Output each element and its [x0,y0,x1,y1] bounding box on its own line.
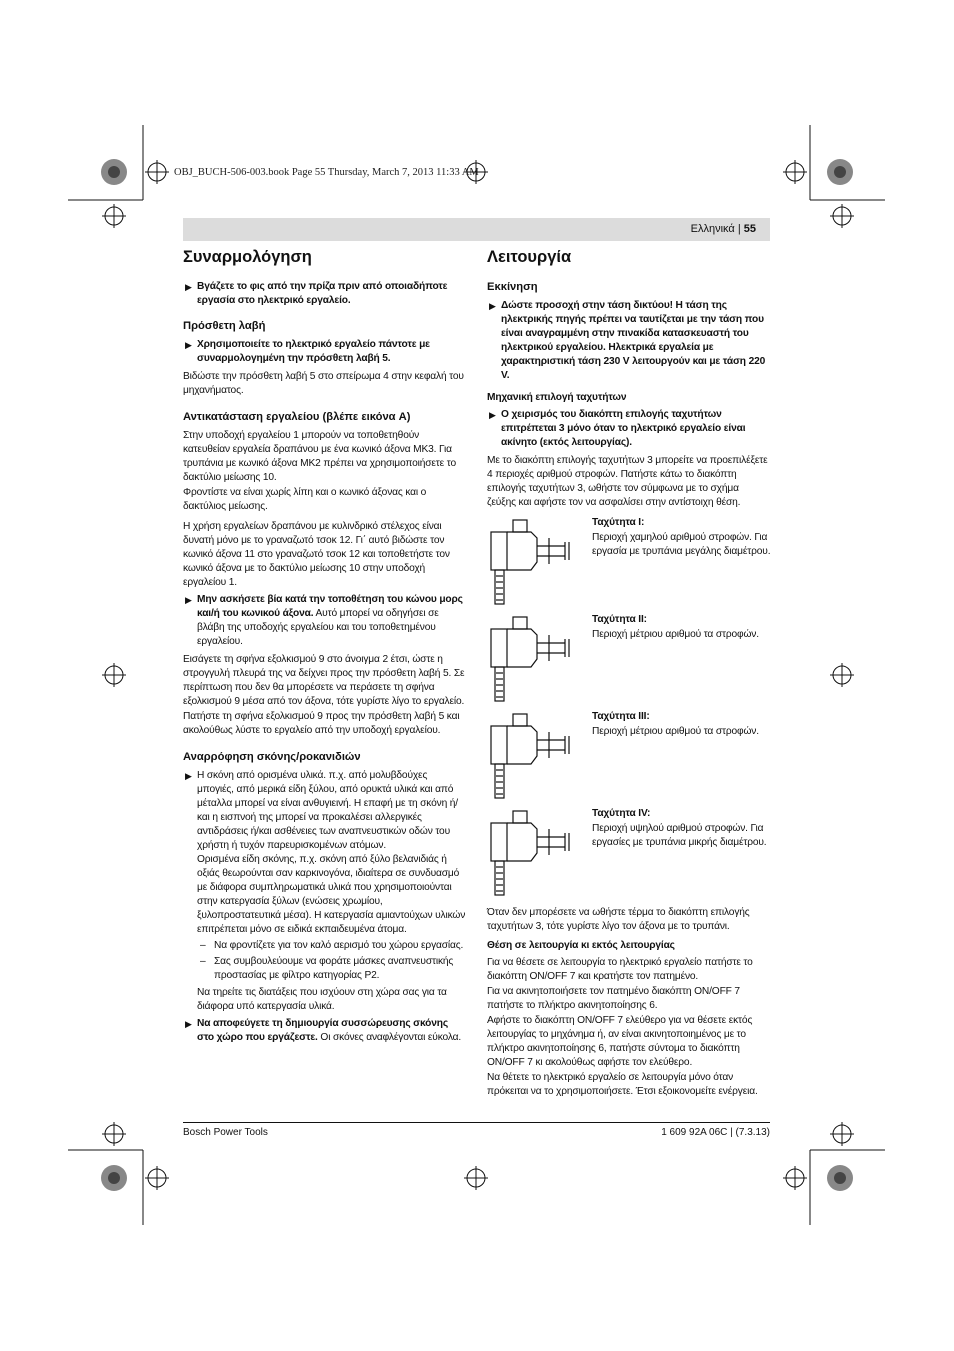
warning-dust-accumulation: ▶ Να αποφεύγετε τη δημιουργία συσσώρευσης σκόνης στο χώρο που εργάζεστε. Οι σκόνες αναφλέγονται εύκολα. [185,1018,462,1043]
speed-description: Περιοχή υψηλού αριθμού στροφών. Για εργασίες με τρυπάνια μικρής διαμέτρου. [592,823,767,848]
section-title-operation: Λειτουργία [487,248,572,266]
paragraph-speed: Με το διακόπτη επιλογής ταχυτήτων 3 μπορείτε να προεπιλέξετε 4 περιοχές αριθμού στροφών. Πατήστε κάτω το διακόπτη επιλογής ταχυτήτων 3, ωθήστε τον σύμφωνα με το σχήμα ζεύξης και αφήστε τον να ασφαλίσει στην αντίστοιχη θέση. [487,455,768,508]
dust-dash-ventilation: – Να φροντίζετε για τον καλό αερισμό του χώρου εργασίας. [200,940,464,951]
right-column [487,248,770,1100]
paragraph-tool-2: Φροντίστε να είναι χωρίς λίπη και ο κωνικό άξονας και ο δακτύλιος μείωσης. [183,487,427,512]
paragraph-wedge-1: Εισάγετε τη σφήνα εξολκισμού 9 στο άνοιγμα 2 έτσι, ώστε η στρογγυλή πλευρά της να δείχνει προς την πρόσθετη λαβή 5. Σε περίπτωση που δεν θα μπορέσετε να περάσετε τη σφήνα εξολκισμού 9 μέσα από τον άξονα, τότε γυρίστε λίγο το εργαλείο. [183,654,465,707]
speed-description: Περιοχή μέτριου αριθμού τα στροφών. [592,629,759,640]
heading-dust-extraction: Αναρρόφηση σκόνης/ροκανιδιών [183,751,361,763]
speed-setting-4 [487,807,770,904]
dust-warning: ▶ Η σκόνη από ορισμένα υλικά. π.χ. από μολυβδούχες μπογιές, από μερικά είδη ξύλου, από ορυκτά υλικά και από μέταλλα μπορεί να είναι ανθυγιεινή. Η επαφή με τη σκόνη ή/και η εισπνοή της μπορεί να προκαλέσει αλλεργικές αντιδράσεις ή/και ασθένειες των αναπνευστικών οδών του χρήστη ή τυχόν παρευρισκομένων ατόμων. [185,770,458,851]
warning-unplug: ▶ Βγάζετε το φις από την πρίζα πριν από οποιαδήποτε εργασία στο ηλεκτρικό εργαλείο. [185,281,448,306]
page-header-bar [183,218,770,241]
paragraph-switch-on: Για να θέσετε σε λειτουργία το ηλεκτρικό εργαλείο πατήστε το διακόπτη ON/OFF 7 και κρατήστε τον πατημένο. [487,957,753,982]
speed-setting-2 [487,613,770,710]
warning-speed-switch: ▶ Ο χειρισμός του διακόπτη επιλογής ταχυτήτων επιτρέπεται 3 μόνο όταν το ηλεκτρικό εργαλείο είναι ακίνητο (εκτός λειτουργίας). [489,409,746,448]
speed-description: Περιοχή μέτριου αριθμού τα στροφών. [592,726,759,737]
heading-tool-change: Αντικατάσταση εργαλείου (βλέπε εικόνα A) [183,411,411,423]
paragraph-save-energy: Να θέτετε το ηλεκτρικό εργαλείο σε λειτουργία μόνο όταν πρόκειται να το χρησιμοποιήσετε. Έτσι εξοικονομείτε ενέργεια. [487,1072,758,1097]
paragraph-wedge-2: Πατήστε τη σφήνα εξολκισμού 9 προς την πρόσθετη λαβή 5 και ακολούθως λύστε το εργαλείο από την υποδοχή εργαλείου. [183,711,460,736]
paragraph-cannot-shift: Όταν δεν μπορέσετε να ωθήστε τέρμα το διακόπτη επιλογής ταχυτήτων 3, τότε γυρίστε λίγο τον άξονα με το τρυπάνι. [487,907,750,932]
warning-handle: ▶ Χρησιμοποιείτε το ηλεκτρικό εργαλείο πάντοτε με συναρμολογημένη την πρόσθετη λαβή 5. [185,339,430,364]
heading-speed-selection: Μηχανική επιλογή ταχυτήτων [487,392,627,403]
speed-switch-diagram-1 [487,516,582,611]
dust-paragraph-3: Να τηρείτε τις διατάξεις που ισχύουν στη χώρα σας για τα διάφορα υπό κατεργασία υλικά. [197,987,447,1012]
page-header-language: Ελληνικά | 55 [690,223,756,235]
speed-label: Ταχύτητα III: [592,711,650,722]
speed-switch-diagram-2 [487,613,582,708]
paragraph-switch-off: Αφήστε το διακόπτη ON/OFF 7 ελεύθερο για να θέσετε εκτός λειτουργίας το μηχάνημα ή, αν είναι ακινητοποιημένος με το πλήκτρο ακινητοποίησης 6, πατήστε σύντομα το διακόπτη ON/OFF 7 κι ακολούθως αφήστε τον ελεύθερο. [487,1015,753,1068]
print-slug: OBJ_BUCH-506-003.book Page 55 Thursday, March 7, 2013 11:33 AM [174,167,479,178]
footer-brand: Bosch Power Tools [183,1127,268,1138]
paragraph-tool-3: Η χρήση εργαλείων δραπάνου με κυλινδρικό στέλεχος είναι δυνατή μόνο με το γραναζωτό τσοκ 12. Γι΄ αυτό βιδώστε τον κωνικό άξονα 11 στο γραναζωτό τσοκ 12 και τοποθετήστε τον κωνικό άξονα με το δακτύλιο μείωσης 10 στην υποδοχή εργαλείου 1. [183,521,450,588]
speed-switch-diagram-3 [487,710,582,805]
speed-switch-diagram-4 [487,807,582,902]
speed-setting-3 [487,710,770,807]
section-title-assembly: Συναρμολόγηση [183,248,312,266]
heading-on-off: Θέση σε λειτουργία κι εκτός λειτουργίας [487,940,675,951]
left-column [183,248,466,1049]
speed-description: Περιοχή χαμηλού αριθμού στροφών. Για εργασία με τρυπάνια μεγάλης διαμέτρου. [592,532,771,557]
footer-rule [183,1122,770,1123]
warning-voltage: ▶ Δώστε προσοχή στην τάση δικτύου! Η τάση της ηλεκτρικής πηγής πρέπει να ταυτίζεται με την τάση που είναι αναγραμμένη στην πινακίδα κατασκευαστή του ηλεκτρικού εργαλείου. Ηλεκτρικά εργαλεία με χαρακτηριστική τάση 230 V λειτουργούν και με τάση 220 V. [489,300,766,381]
heading-auxiliary-handle: Πρόσθετη λαβή [183,320,266,332]
heading-starting: Εκκίνηση [487,281,538,293]
footer-docnumber: 1 609 92A 06C | (7.3.13) [661,1127,770,1138]
paragraph-tool-1: Στην υποδοχή εργαλείου 1 μπορούν να τοποθετηθούν κατευθείαν εργαλεία δραπάνου με ένα κωνικό άξονα MK3. Για τρυπάνια με κωνικό άξονα MK2 πρέπει να χρησιμοποιήσετε το δακτύλιο μείωσης 10. [183,430,456,483]
paragraph-lock-on: Για να ακινητοποιήσετε τον πατημένο διακόπτη ON/OFF 7 πατήστε το πλήκτρο ακινητοποίησης 6. [487,986,740,1011]
dust-paragraph-2: Ορισμένα είδη σκόνης, π.χ. σκόνη από ξύλο βελανιδιάς ή οξιάς θεωρούνται σαν καρκινογόνα, ιδιαίτερα σε συνδυασμό με διάφορα συμπληρωματικά υλικά που χρησιμοποιούνται στην κατεργασία ξύλων (ενώσεις χρωμίου, ξυλοπροστατευτικά μέσα). Η κατεργασία αμιαντούχων υλικών επιτρέπεται μόνο σε ειδικά εκπαιδευμένα άτομα. [197,854,466,935]
speed-setting-1 [487,516,770,613]
paragraph-handle: Βιδώστε την πρόσθετη λαβή 5 στο σπείρωμα 4 στην κεφαλή του μηχανήματος. [183,371,464,396]
dust-dash-mask: – Σας συμβουλεύουμε να φοράτε μάσκες αναπνευστικής προστασίας με φίλτρο κατηγορίας P2. [200,956,454,981]
speed-label: Ταχύτητα I: [592,517,645,528]
warning-no-force: ▶ Μην ασκήσετε βία κατά την τοποθέτηση του κώνου μορς και/ή του κωνικού άξονα. Αυτό μπορεί να οδηγήσει σε βλάβη της υποδοχής εργαλείου και του τοποθετημένου εργαλείου. [185,594,463,647]
page-number: 55 [743,223,756,235]
speed-label: Ταχύτητα IV: [592,808,651,819]
speed-label: Ταχύτητα II: [592,614,647,625]
